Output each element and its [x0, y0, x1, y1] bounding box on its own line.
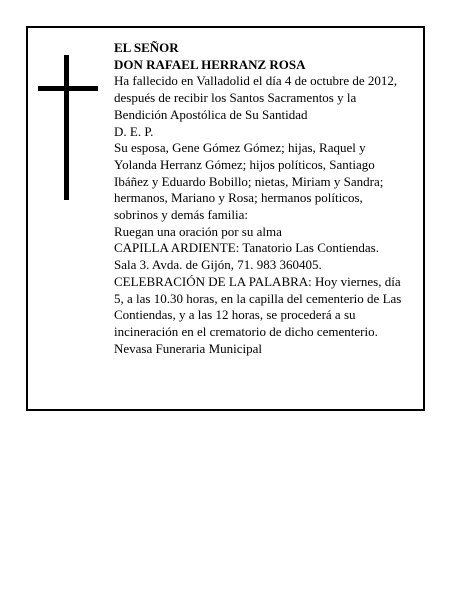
- obituary-notice: [26, 26, 425, 411]
- family-line: Yolanda Herranz Gómez; hijos políticos, Santiago: [114, 156, 375, 172]
- notice-line: Ha fallecido en Valladolid el día 4 de octubre de 2012,: [114, 73, 398, 89]
- cross-horizontal-bar: [38, 86, 98, 91]
- deceased-name: DON RAFAEL HERRANZ ROSA: [114, 56, 306, 72]
- prayer-line: Ruegan una oración por su alma: [114, 223, 282, 239]
- notice-text: [114, 40, 422, 357]
- chapel-line: CAPILLA ARDIENTE: Tanatorio Las Contiendas.: [114, 240, 379, 256]
- notice-line: después de recibir los Santos Sacramentos y la: [114, 90, 357, 106]
- ceremony-line: CELEBRACIÓN DE LA PALABRA: Hoy viernes, día: [114, 273, 401, 289]
- ceremony-line: 5, a las 10.30 horas, en la capilla del cementerio de Las: [114, 290, 402, 306]
- chapel-line: Sala 3. Avda. de Gijón, 71. 983 360405.: [114, 257, 322, 273]
- cross-vertical-bar: [64, 55, 69, 200]
- family-line: Ibáñez y Eduardo Bobillo; nietas, Miriam y Sandra;: [114, 173, 384, 189]
- family-line: sobrinos y demás familia:: [114, 207, 248, 223]
- funeral-home-line: Nevasa Funeraria Municipal: [114, 340, 263, 356]
- cross-icon: [38, 55, 98, 200]
- notice-line: Bendición Apostólica de Su Santidad: [114, 106, 308, 122]
- family-line: Su esposa, Gene Gómez Gómez; hijas, Raquel y: [114, 140, 366, 156]
- ceremony-line: Contiendas, y a las 12 horas, se procederá a su: [114, 307, 356, 323]
- notice-title: EL SEÑOR: [114, 40, 179, 55]
- rip-line: D. E. P.: [114, 123, 154, 139]
- family-line: hermanos, Mariano y Rosa; hermanos políticos,: [114, 190, 363, 206]
- ceremony-line: incineración en el crematorio de dicho cementerio.: [114, 323, 378, 339]
